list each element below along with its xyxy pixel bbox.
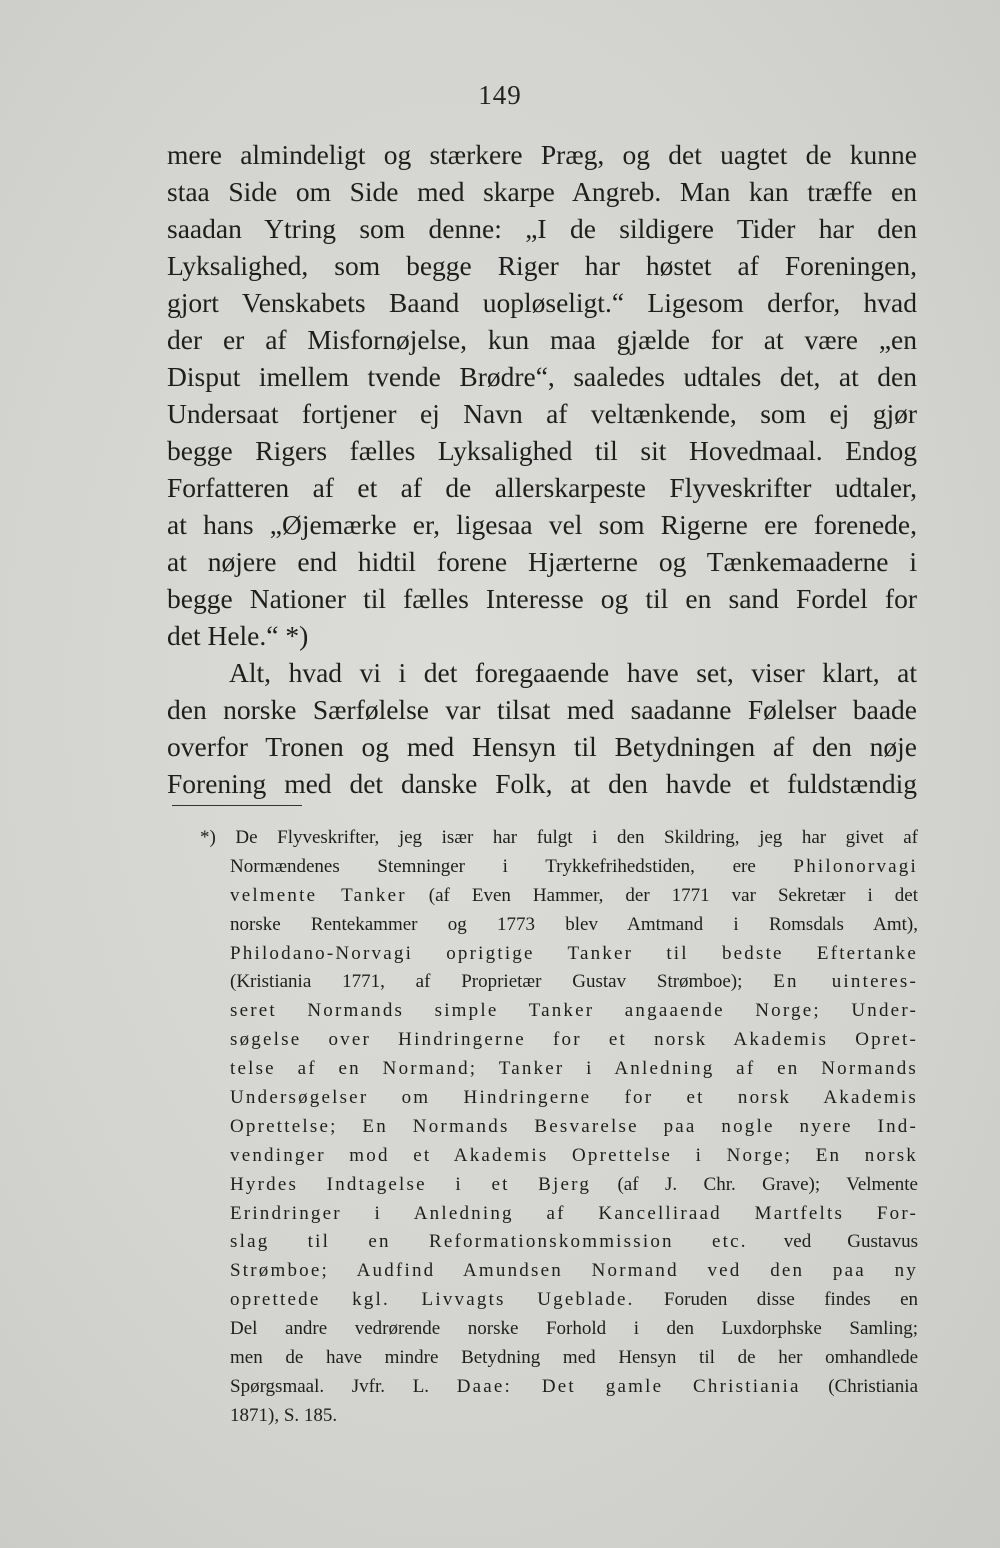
footnote-line (230, 968, 918, 997)
footnote-text: Strømboe; Audfind Amundsen Normand ved den paa ny (230, 1260, 918, 1282)
footnote-text: telse af en Normand; Tanker i Anledning af en Normands (230, 1058, 918, 1080)
footnote-text: seret Normands simple Tanker angaaende Norge; Under- (230, 1000, 918, 1022)
body-line: Undersaat fortjener ej Navn af veltænkende, som ej gjør (167, 398, 917, 429)
footnote-divider (172, 805, 302, 806)
footnote-line (230, 1402, 918, 1431)
footnote-text: Philodano-Norvagi oprigtige Tanker til bedste Eftertanke (230, 942, 918, 964)
footnote-text: vendinger mod et Akademis Oprettelse i Norge; En norsk (230, 1144, 918, 1166)
footnote-line (230, 1315, 918, 1344)
body-line: Disput imellem tvende Brødre“, saaledes udtales det, at den (167, 361, 917, 392)
footnote-line (230, 1373, 918, 1402)
body-line: det Hele.“ *) (167, 620, 309, 651)
footnote-text: Philonorvagi (793, 855, 918, 877)
footnote-line (200, 824, 918, 853)
footnote-text: Foruden disse findes en (634, 1289, 918, 1311)
body-line: begge Rigers fælles Lyksalighed til sit Hovedmaal. Endog (167, 435, 917, 466)
footnote-text: (Kristiania 1771, af Proprietær Gustav Strømboe); (230, 971, 774, 993)
main-text-block (167, 136, 917, 802)
body-line: at nøjere end hidtil forene Hjærterne og Tænkemaaderne i (167, 546, 917, 577)
footnote-line (230, 1171, 918, 1200)
footnote-line (230, 1113, 918, 1142)
footnote-text: norske Rentekammer og 1773 blev Amtmand i Romsdals Amt), (230, 913, 918, 935)
footnote-text: (af Even Hammer, der 1771 var Sekretær i det (406, 884, 919, 906)
footnote-text: men de have mindre Betydning med Hensyn til de her omhandlede (230, 1347, 918, 1369)
footnote-text: Del andre vedrørende norske Forhold i den Luxdorphske Samling; (230, 1318, 918, 1340)
footnote-line (230, 1344, 918, 1373)
page-number: 149 (478, 80, 522, 110)
footnote-text: ved Gustavus (747, 1231, 919, 1253)
footnote-line (230, 1286, 918, 1315)
body-line: at hans „Øjemærke er, ligesaa vel som Rigerne ere forenede, (167, 509, 917, 540)
footnote-line (230, 940, 918, 969)
footnote-text: En uinteres- (773, 971, 918, 993)
footnote-text: De Flyveskrifter, jeg især har fulgt i den Skildring, jeg har givet af (235, 827, 919, 848)
footnote-line (230, 1257, 918, 1286)
footnote-text: Normændenes Stemninger i Trykkefrihedstiden, ere (230, 855, 794, 877)
footnote-text: Velmente (846, 1173, 918, 1195)
body-line: Lyksalighed, som begge Riger har høstet af Foreningen, (167, 250, 917, 281)
footnote-text: 1871), S. 185. (230, 1404, 338, 1426)
footnote-text: Daae: Det gamle Christiania (456, 1375, 801, 1397)
footnote-line (230, 1055, 918, 1084)
footnote-text: (Christiania (800, 1375, 919, 1397)
footnote-line (230, 1200, 918, 1229)
body-line: den norske Særfølelse var tilsat med saadanne Følelser baade (167, 694, 917, 725)
footnote-text: søgelse over Hindringerne for et norsk Akademis Opret- (230, 1029, 918, 1051)
footnote-block (200, 824, 919, 1431)
footnote-line (230, 911, 918, 940)
footnote-text: Oprettelse; En Normands Besvarelse paa nogle nyere Ind- (230, 1115, 918, 1137)
body-line: gjort Venskabets Baand uopløseligt.“ Ligesom derfor, hvad (167, 287, 917, 318)
footnote-text: Undersøgelser om Hindringerne for et norsk Akademis (230, 1087, 918, 1109)
footnote-line (230, 1228, 918, 1257)
footnote-text: velmente Tanker (230, 884, 407, 906)
body-line: mere almindeligt og stærkere Præg, og det uagtet de kunne (167, 139, 917, 170)
footnote-text: (af J. Chr. Grave); (591, 1173, 847, 1195)
footnote-line (230, 1142, 918, 1171)
body-line: overfor Tronen og med Hensyn til Betydningen af den nøje (167, 731, 917, 762)
footnote-text: Hyrdes Indtagelse i et Bjerg (230, 1173, 592, 1195)
body-line: staa Side om Side med skarpe Angreb. Man kan træffe en (167, 176, 917, 207)
footnote-text: oprettede kgl. Livvagts Ugeblade. (230, 1289, 635, 1311)
footnote-line (230, 853, 918, 882)
body-line: saadan Ytring som denne: „I de sildigere Tider har den (167, 213, 917, 244)
footnote-line (230, 997, 918, 1026)
footnote-text: Erindringer i Anledning af Kancelliraad Martfelts For- (230, 1202, 918, 1224)
body-line: der er af Misfornøjelse, kun maa gjælde for at være „en (167, 324, 917, 355)
footnote-line (230, 1026, 918, 1055)
body-line: Forening med det danske Folk, at den havde et fuldstændig (167, 768, 917, 799)
footnote-text: Spørgsmaal. Jvfr. L. (230, 1375, 457, 1397)
footnote-marker: *) (200, 827, 236, 848)
body-line: Forfatteren af et af de allerskarpeste Flyveskrifter udtaler, (167, 472, 917, 503)
footnote-line (230, 882, 918, 911)
footnote-text: slag til en Reformationskommission etc. (230, 1231, 748, 1253)
body-line: begge Nationer til fælles Interesse og til en sand Fordel for (167, 583, 917, 614)
body-line: Alt, hvad vi i det foregaaende have set, viser klart, at (229, 657, 917, 688)
footnote-line (230, 1084, 918, 1113)
